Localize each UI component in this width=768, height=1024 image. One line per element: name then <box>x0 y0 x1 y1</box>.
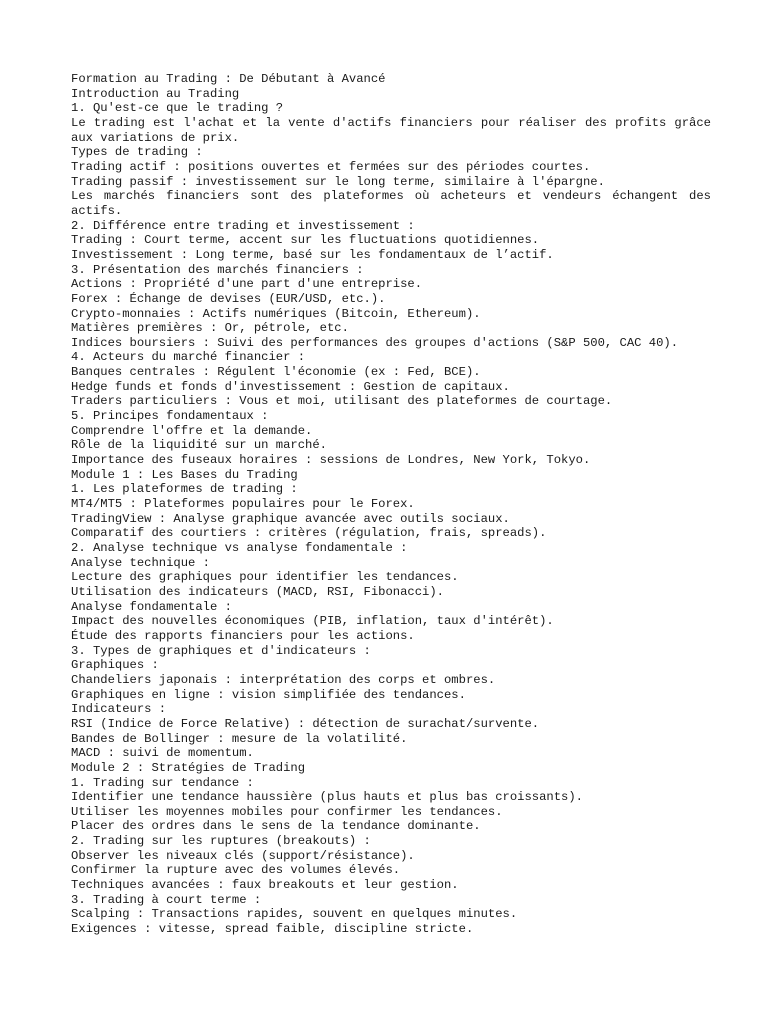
document-line: Techniques avancées : faux breakouts et leur gestion. <box>71 878 459 893</box>
document-line: Identifier une tendance haussière (plus hauts et plus bas croissants). <box>71 790 583 805</box>
document-line: Rôle de la liquidité sur un marché. <box>71 438 327 453</box>
document-line: Le trading est l'achat et la vente d'actifs financiers pour réaliser des profits grâce aux variations de prix. <box>71 115 719 145</box>
document-line: Impact des nouvelles économiques (PIB, inflation, taux d'intérêt). <box>71 614 554 629</box>
document-line: Investissement : Long terme, basé sur les fondamentaux de l’actif. <box>71 247 554 262</box>
document-line: 3. Présentation des marchés financiers : <box>71 262 364 277</box>
document-line: Analyse fondamentale : <box>71 599 232 614</box>
document-line: RSI (Indice de Force Relative) : détection de surachat/survente. <box>71 716 540 731</box>
document-line: 4. Acteurs du marché financier : <box>71 350 306 365</box>
document-line: Banques centrales : Régulent l'économie (ex : Fed, BCE). <box>71 365 481 380</box>
document-line: Indicateurs : <box>71 702 167 717</box>
document-line: Matières premières : Or, pétrole, etc. <box>71 321 349 336</box>
document-line: 1. Les plateformes de trading : <box>71 482 298 497</box>
document-line: Lecture des graphiques pour identifier les tendances. <box>71 570 459 585</box>
document-line: Trading : Court terme, accent sur les fluctuations quotidiennes. <box>71 233 540 248</box>
document-line: Comparatif des courtiers : critères (régulation, frais, spreads). <box>71 526 547 541</box>
document-line: 5. Principes fondamentaux : <box>71 409 269 424</box>
document-line: Chandeliers japonais : interprétation des corps et ombres. <box>71 672 496 687</box>
document-line: Analyse technique : <box>71 555 210 570</box>
document-line: MACD : suivi de momentum. <box>71 746 254 761</box>
document-line: MT4/MT5 : Plateformes populaires pour le Forex. <box>71 497 415 512</box>
document-line: Exigences : vitesse, spread faible, discipline stricte. <box>71 922 474 937</box>
document-line: Importance des fuseaux horaires : sessions de Londres, New York, Tokyo. <box>71 453 591 468</box>
document-line: Utilisation des indicateurs (MACD, RSI, Fibonacci). <box>71 584 444 599</box>
document-line: Forex : Échange de devises (EUR/USD, etc.). <box>71 291 386 306</box>
document-line: Crypto-monnaies : Actifs numériques (Bitcoin, Ethereum). <box>71 306 481 321</box>
document-line: 1. Trading sur tendance : <box>71 775 254 790</box>
document-line: 2. Différence entre trading et investissement : <box>71 218 415 233</box>
document-line: Observer les niveaux clés (support/résistance). <box>71 848 415 863</box>
document-line: Bandes de Bollinger : mesure de la volatilité. <box>71 731 408 746</box>
document-line: Module 1 : Les Bases du Trading <box>71 467 298 482</box>
document-line: TradingView : Analyse graphique avancée avec outils sociaux. <box>71 511 510 526</box>
document-line: Confirmer la rupture avec des volumes élevés. <box>71 863 401 878</box>
document-line: Graphiques en ligne : vision simplifiée des tendances. <box>71 687 466 702</box>
document-line: Trading actif : positions ouvertes et fermées sur des périodes courtes. <box>71 159 591 174</box>
document-body <box>71 72 719 937</box>
document-line: Hedge funds et fonds d'investissement : Gestion de capitaux. <box>71 379 510 394</box>
document-line: Étude des rapports financiers pour les actions. <box>71 628 415 643</box>
document-line: Comprendre l'offre et la demande. <box>71 423 313 438</box>
document-line: Graphiques : <box>71 658 159 673</box>
document-line: 1. Qu'est-ce que le trading ? <box>71 101 284 116</box>
document-line: Indices boursiers : Suivi des performances des groupes d'actions (S&P 500, CAC 40). <box>71 335 679 350</box>
document-line: Introduction au Trading <box>71 86 240 101</box>
document-line: Trading passif : investissement sur le long terme, similaire à l'épargne. <box>71 174 605 189</box>
document-line: Actions : Propriété d'une part d'une entreprise. <box>71 277 423 292</box>
document-line: 2. Trading sur les ruptures (breakouts) : <box>71 834 371 849</box>
document-line: Types de trading : <box>71 145 203 160</box>
document-line: Placer des ordres dans le sens de la tendance dominante. <box>71 819 481 834</box>
document-line: Utiliser les moyennes mobiles pour confirmer les tendances. <box>71 804 503 819</box>
document-line: Scalping : Transactions rapides, souvent en quelques minutes. <box>71 907 518 922</box>
document-line: 3. Trading à court terme : <box>71 892 262 907</box>
document-line: 2. Analyse technique vs analyse fondamentale : <box>71 541 408 555</box>
document-line: 3. Types de graphiques et d'indicateurs : <box>71 643 371 658</box>
document-line: Les marchés financiers sont des plateformes où acheteurs et vendeurs échangent des actifs. <box>71 189 719 218</box>
document-line: Module 2 : Stratégies de Trading <box>71 760 306 775</box>
document-line: Traders particuliers : Vous et moi, utilisant des plateformes de courtage. <box>71 394 613 409</box>
document-line: Formation au Trading : De Débutant à Avancé <box>71 72 386 86</box>
